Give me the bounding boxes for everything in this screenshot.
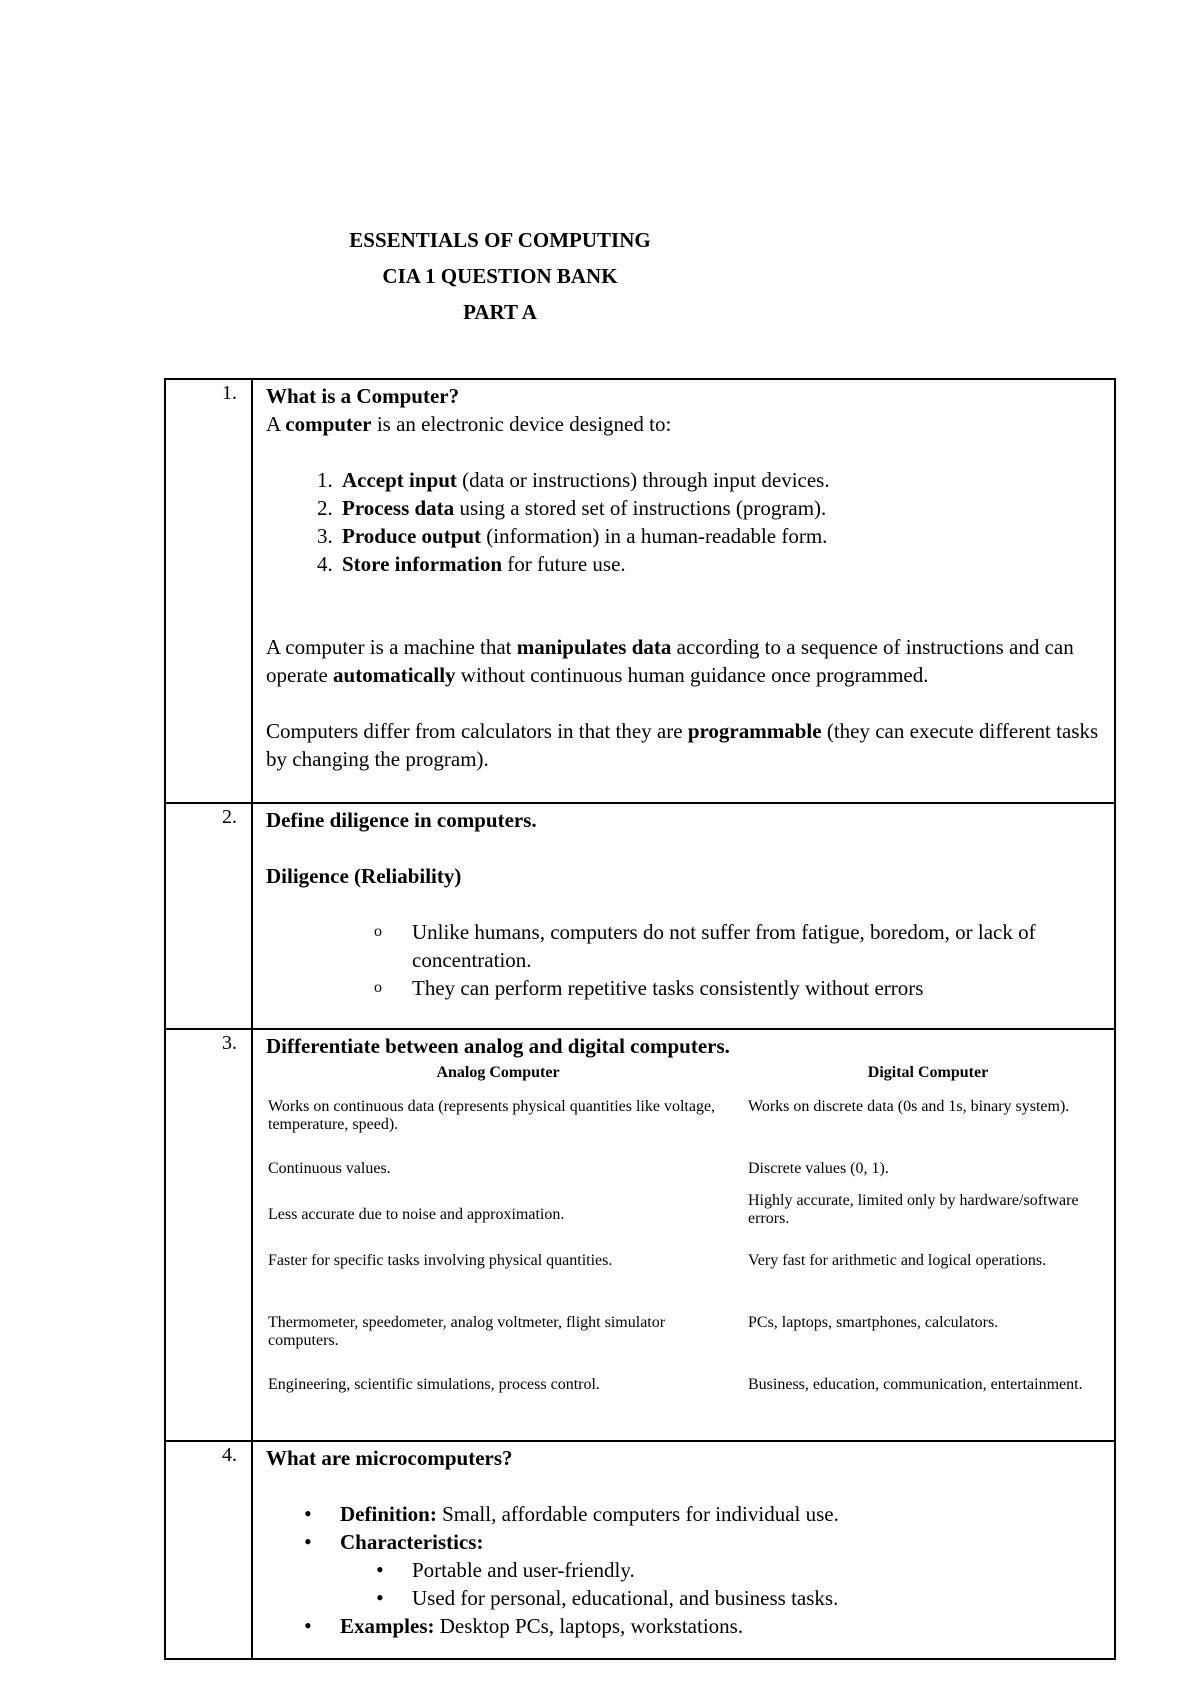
list-item: 4. Store information for future use.: [338, 550, 1104, 578]
table-cell: Works on discrete data (0s and 1s, binary system).: [748, 1098, 1070, 1115]
question-cell: [266, 1444, 1104, 1640]
sub-bullet-list: [340, 1556, 1104, 1612]
document-header: [0, 222, 1000, 330]
question-number: 4.: [222, 1444, 237, 1466]
list-item: • Examples: Desktop PCs, laptops, workstations.: [340, 1612, 1104, 1640]
table-cell: Faster for specific tasks involving physical quantities.: [268, 1252, 613, 1269]
question-number: 1.: [222, 382, 237, 404]
table-cell: Discrete values (0, 1).: [748, 1160, 889, 1177]
question-row-1: [166, 380, 1114, 802]
table-cell: Engineering, scientific simulations, process control.: [268, 1376, 600, 1393]
question-table: [164, 378, 1116, 1660]
list-item: 3. Produce output (information) in a human-readable form.: [338, 522, 1104, 550]
question-row-3: [166, 1028, 1114, 1442]
list-item: • Used for personal, educational, and business tasks.: [412, 1584, 1104, 1612]
list-item: • Characteristics: • Portable and user-friendly. • Used for personal, educational, and business tasks.: [340, 1528, 1104, 1612]
column-header-analog: Analog Computer: [436, 1064, 560, 1081]
question-number: 3.: [222, 1032, 237, 1054]
paragraph: A computer is an electronic device designed to:: [266, 412, 672, 436]
subheading: Diligence (Reliability): [266, 864, 462, 888]
paragraph: Computers differ from calculators in that they are programmable (they can execute different tasks by changing the program).: [266, 719, 1099, 771]
question-row-4: [166, 1440, 1114, 1660]
question-text: What is a Computer?: [266, 384, 460, 408]
table-cell: Very fast for arithmetic and logical operations.: [748, 1252, 1047, 1269]
table-cell: Thermometer, speedometer, analog voltmeter, flight simulator computers.: [268, 1314, 666, 1349]
question-cell: [266, 806, 1104, 1002]
bullet-list: [266, 918, 1104, 1002]
question-text: Define diligence in computers.: [266, 808, 537, 832]
document-subtitle: CIA 1 QUESTION BANK: [382, 264, 618, 288]
table-cell: Business, education, communication, entertainment.: [748, 1376, 1083, 1393]
paragraph: A computer is a machine that manipulates data according to a sequence of instructions and can operate automatically without continuous human guidance once programmed.: [266, 635, 1074, 687]
document-title: ESSENTIALS OF COMPUTING: [349, 228, 651, 252]
table-cell: Less accurate due to noise and approximation.: [268, 1206, 565, 1223]
list-item: o They can perform repetitive tasks consistently without errors: [412, 974, 1104, 1002]
list-item: • Portable and user-friendly.: [412, 1556, 1104, 1584]
table-cell: PCs, laptops, smartphones, calculators.: [748, 1314, 999, 1331]
column-header-digital: Digital Computer: [867, 1064, 989, 1081]
question-cell: [266, 382, 1104, 773]
list-item: 2. Process data using a stored set of instructions (program).: [338, 494, 1104, 522]
question-cell: [266, 1032, 1104, 1060]
numbered-list: [266, 466, 1104, 578]
question-text: Differentiate between analog and digital computers.: [266, 1034, 730, 1058]
question-text: What are microcomputers?: [266, 1446, 513, 1470]
question-row-2: [166, 802, 1114, 1030]
table-cell: Continuous values.: [268, 1160, 391, 1177]
list-item: • Definition: Small, affordable computers for individual use.: [340, 1500, 1104, 1528]
list-item: 1. Accept input (data or instructions) through input devices.: [338, 466, 1104, 494]
bullet-list: [266, 1500, 1104, 1640]
list-item: o Unlike humans, computers do not suffer from fatigue, boredom, or lack of concentration.: [412, 918, 1104, 974]
table-cell: Highly accurate, limited only by hardware/software errors.: [748, 1192, 1079, 1227]
question-number: 2.: [222, 806, 237, 828]
document-part: PART A: [463, 300, 537, 324]
table-cell: Works on continuous data (represents physical quantities like voltage, temperature, speed).: [268, 1098, 716, 1133]
